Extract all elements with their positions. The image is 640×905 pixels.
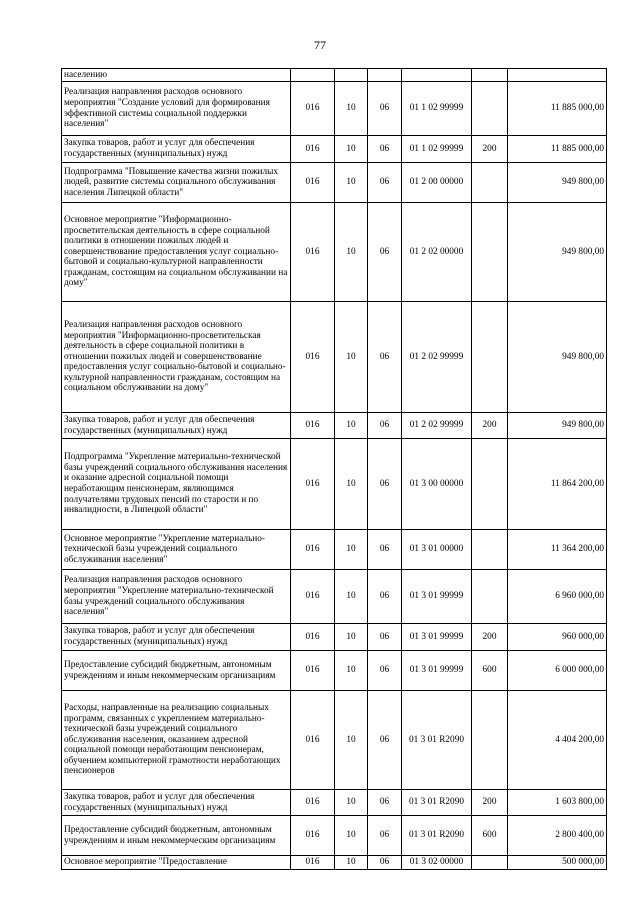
cell-subsection: 06 <box>368 136 402 163</box>
cell-subsection: 06 <box>368 570 402 624</box>
cell-admin-code <box>291 69 335 82</box>
cell-target-article: 01 3 00 00000 <box>402 439 472 530</box>
cell-target-article: 01 2 02 99999 <box>402 302 472 413</box>
cell-name: Основное мероприятие "Информационно-просветительская деятельность в сфере социальной политики в отношении пожилых людей и совершенствование предоставления услуг социально-бытовой и социально-культурной направленности гражданам, состоящим на социальном обслуживании на дому" <box>62 203 291 302</box>
cell-admin-code: 016 <box>291 530 335 570</box>
cell-name: Закупка товаров, работ и услуг для обеспечения государственных (муниципальных) нужд <box>62 790 291 816</box>
cell-name: Основное мероприятие "Предоставление <box>62 856 291 870</box>
cell-name: Основное мероприятие "Укрепление материально-технической базы учреждений социального обслуживания населения" <box>62 530 291 570</box>
cell-admin-code: 016 <box>291 136 335 163</box>
cell-section: 10 <box>335 570 368 624</box>
cell-section: 10 <box>335 163 368 203</box>
cell-section: 10 <box>335 790 368 816</box>
cell-admin-code: 016 <box>291 856 335 870</box>
cell-target-article <box>402 69 472 82</box>
cell-subsection: 06 <box>368 856 402 870</box>
cell-subsection: 06 <box>368 163 402 203</box>
cell-name: Реализация направления расходов основного мероприятия "Укрепление материально-технической базы учреждений социального обслуживания населения" <box>62 570 291 624</box>
cell-section: 10 <box>335 203 368 302</box>
cell-amount: 6 960 000,00 <box>508 570 607 624</box>
cell-expense-kind: 600 <box>472 816 508 856</box>
cell-name: Закупка товаров, работ и услуг для обеспечения государственных (муниципальных) нужд <box>62 413 291 439</box>
cell-admin-code: 016 <box>291 691 335 790</box>
cell-section: 10 <box>335 624 368 651</box>
cell-expense-kind <box>472 691 508 790</box>
table-row <box>62 82 607 136</box>
cell-section: 10 <box>335 651 368 691</box>
cell-target-article: 01 2 02 00000 <box>402 203 472 302</box>
cell-name: Закупка товаров, работ и услуг для обеспечения государственных (муниципальных) нужд <box>62 624 291 651</box>
budget-table <box>61 68 607 870</box>
table-row <box>62 439 607 530</box>
cell-section: 10 <box>335 856 368 870</box>
cell-amount: 949 800,00 <box>508 413 607 439</box>
cell-name: Предоставление субсидий бюджетным, автономным учреждениям и иным некоммерческим организациям <box>62 816 291 856</box>
cell-target-article: 01 3 01 R2090 <box>402 691 472 790</box>
cell-amount: 11 885 000,00 <box>508 136 607 163</box>
cell-name: Закупка товаров, работ и услуг для обеспечения государственных (муниципальных) нужд <box>62 136 291 163</box>
cell-admin-code: 016 <box>291 790 335 816</box>
cell-amount: 949 800,00 <box>508 302 607 413</box>
cell-target-article: 01 3 01 00000 <box>402 530 472 570</box>
cell-subsection: 06 <box>368 530 402 570</box>
table-row <box>62 856 607 870</box>
cell-expense-kind: 200 <box>472 136 508 163</box>
cell-expense-kind: 200 <box>472 624 508 651</box>
cell-amount: 11 364 200,00 <box>508 530 607 570</box>
cell-target-article: 01 3 01 99999 <box>402 570 472 624</box>
cell-subsection: 06 <box>368 816 402 856</box>
cell-amount: 2 800 400,00 <box>508 816 607 856</box>
cell-expense-kind: 200 <box>472 790 508 816</box>
cell-expense-kind <box>472 530 508 570</box>
cell-subsection: 06 <box>368 439 402 530</box>
cell-admin-code: 016 <box>291 651 335 691</box>
cell-target-article: 01 2 02 99999 <box>402 413 472 439</box>
cell-subsection: 06 <box>368 203 402 302</box>
cell-subsection: 06 <box>368 651 402 691</box>
table-row <box>62 413 607 439</box>
cell-admin-code: 016 <box>291 816 335 856</box>
cell-name: Расходы, направленные на реализацию социальных программ, связанных с укреплением материально-технической базы учреждений социального обслуживания населения, оказанием адресной социальной помощи неработающим пенсионерам, обучением компьютерной грамотности неработающих пенсионеров <box>62 691 291 790</box>
cell-amount: 949 800,00 <box>508 203 607 302</box>
cell-target-article: 01 1 02 99999 <box>402 136 472 163</box>
cell-target-article: 01 2 00 00000 <box>402 163 472 203</box>
cell-name: Подпрограмма "Повышение качества жизни пожилых людей, развитие системы социального обслуживания населения Липецкой области" <box>62 163 291 203</box>
table-row <box>62 203 607 302</box>
cell-amount: 500 000,00 <box>508 856 607 870</box>
table-row <box>62 136 607 163</box>
page-number: 77 <box>314 38 326 52</box>
cell-target-article: 01 3 01 R2090 <box>402 816 472 856</box>
table-row <box>62 691 607 790</box>
cell-target-article: 01 1 02 99999 <box>402 82 472 136</box>
cell-target-article: 01 3 01 R2090 <box>402 790 472 816</box>
cell-subsection: 06 <box>368 82 402 136</box>
table-row <box>62 302 607 413</box>
cell-admin-code: 016 <box>291 570 335 624</box>
cell-section: 10 <box>335 413 368 439</box>
cell-expense-kind <box>472 856 508 870</box>
cell-subsection: 06 <box>368 624 402 651</box>
cell-expense-kind <box>472 82 508 136</box>
cell-section: 10 <box>335 302 368 413</box>
table-row <box>62 651 607 691</box>
cell-admin-code: 016 <box>291 163 335 203</box>
cell-name: Реализация направления расходов основного мероприятия "Информационно-просветительская деятельность в сфере социальной политики в отношении пожилых людей и совершенствование предоставления услуг социально-бытовой и социально-культурной направленности гражданам, состоящим на социальном обслуживании на дому" <box>62 302 291 413</box>
cell-name: Предоставление субсидий бюджетным, автономным учреждениям и иным некоммерческим организациям <box>62 651 291 691</box>
cell-expense-kind <box>472 302 508 413</box>
table-row <box>62 530 607 570</box>
cell-subsection: 06 <box>368 790 402 816</box>
cell-target-article: 01 3 01 99999 <box>402 624 472 651</box>
cell-section: 10 <box>335 530 368 570</box>
cell-amount: 6 000 000,00 <box>508 651 607 691</box>
cell-amount: 1 603 800,00 <box>508 790 607 816</box>
cell-section: 10 <box>335 816 368 856</box>
cell-admin-code: 016 <box>291 82 335 136</box>
cell-expense-kind <box>472 163 508 203</box>
cell-expense-kind: 600 <box>472 651 508 691</box>
cell-amount: 11 885 000,00 <box>508 82 607 136</box>
cell-subsection <box>368 69 402 82</box>
cell-name: Реализация направления расходов основного мероприятия "Создание условий для формирования эффективной системы социальной поддержки населения" <box>62 82 291 136</box>
cell-admin-code: 016 <box>291 439 335 530</box>
cell-admin-code: 016 <box>291 203 335 302</box>
cell-section: 10 <box>335 439 368 530</box>
table-row <box>62 624 607 651</box>
cell-section: 10 <box>335 136 368 163</box>
cell-subsection: 06 <box>368 691 402 790</box>
cell-expense-kind: 200 <box>472 413 508 439</box>
cell-expense-kind <box>472 439 508 530</box>
cell-amount: 949 800,00 <box>508 163 607 203</box>
table-body <box>62 69 607 870</box>
cell-section <box>335 69 368 82</box>
cell-target-article: 01 3 02 00000 <box>402 856 472 870</box>
table-row <box>62 570 607 624</box>
cell-admin-code: 016 <box>291 413 335 439</box>
cell-subsection: 06 <box>368 413 402 439</box>
cell-name: Подпрограмма "Укрепление материально-технической базы учреждений социального обслуживания населения и оказание адресной социальной помощи неработающим пенсионерам, являющимся получателями трудовых пенсий по старости и по инвалидности, в Липецкой области" <box>62 439 291 530</box>
cell-section: 10 <box>335 82 368 136</box>
cell-subsection: 06 <box>368 302 402 413</box>
cell-amount: 11 864 200,00 <box>508 439 607 530</box>
cell-amount <box>508 69 607 82</box>
cell-admin-code: 016 <box>291 302 335 413</box>
table-row <box>62 69 607 82</box>
table-row <box>62 790 607 816</box>
cell-admin-code: 016 <box>291 624 335 651</box>
cell-amount: 960 000,00 <box>508 624 607 651</box>
cell-expense-kind <box>472 69 508 82</box>
table-row <box>62 816 607 856</box>
cell-section: 10 <box>335 691 368 790</box>
cell-expense-kind <box>472 203 508 302</box>
cell-name: населению <box>62 69 291 82</box>
cell-amount: 4 404 200,00 <box>508 691 607 790</box>
cell-target-article: 01 3 01 99999 <box>402 651 472 691</box>
cell-expense-kind <box>472 570 508 624</box>
table-row <box>62 163 607 203</box>
